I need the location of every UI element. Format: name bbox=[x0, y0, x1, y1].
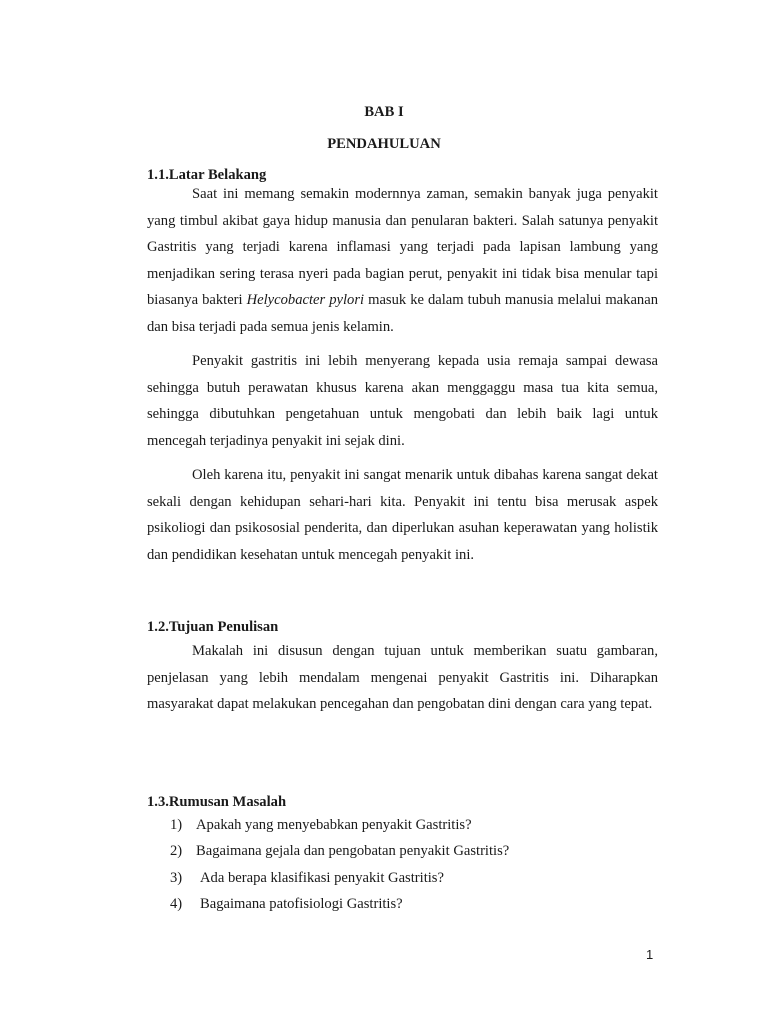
list-item bbox=[170, 865, 509, 891]
chapter-label: BAB I bbox=[364, 104, 404, 120]
list-item-number: 2) bbox=[170, 843, 183, 860]
paragraph-text: Oleh karena itu, penyakit ini sangat menarik untuk dibahas karena sangat dekat sekali dengan kehidupan sehari-hari kita. Penyakit ini tentu bisa merusak aspek psikoliogi dan psikososial penderita, dan diperlukan asuhan keperawatan yang holistik dan pendidikan kesehatan untuk mencegah penyakit ini. bbox=[147, 467, 658, 563]
section-heading-latar-belakang: 1.1.Latar Belakang bbox=[147, 167, 267, 183]
paragraph-text: Penyakit gastritis ini lebih menyerang kepada usia remaja sampai dewasa sehingga butuh perawatan khusus karena akan menggaggu masa tua kita semua, sehingga dibutuhkan pengetahuan untuk mengobati dan lebih baik lagi untuk mencegah terjadinya penyakit ini sejak dini. bbox=[147, 353, 658, 449]
section-heading-tujuan-penulisan: 1.2.Tujuan Penulisan bbox=[147, 619, 279, 635]
paragraph-tujuan-penulisan bbox=[147, 638, 658, 718]
paragraph-text: Saat ini memang semakin modernnya zaman, semakin banyak juga penyakit yang timbul akibat gaya hidup manusia dan penularan bakteri. Salah satunya penyakit Gastritis yang terjadi karena inflamasi yang terjadi pada lapisan lambung yang menjadikan sering terasa nyeri pada bagian perut, penyakit ini tidak bisa menular tapi biasanya bakteri bbox=[147, 186, 658, 309]
species-name: Helycobacter pylori bbox=[246, 292, 365, 309]
list-item-text: Bagaimana gejala dan pengobatan penyakit Gastritis? bbox=[196, 843, 510, 860]
rumusan-masalah-list bbox=[170, 812, 509, 917]
paragraph-text: masuk ke dalam tubuh manusia melalui makanan dan bisa terjadi pada semua jenis kelamin. bbox=[147, 292, 658, 335]
list-item-text: Ada berapa klasifikasi penyakit Gastritis? bbox=[200, 869, 444, 886]
list-item-number: 4) bbox=[170, 895, 183, 912]
page-number: 1 bbox=[646, 947, 654, 962]
list-item bbox=[170, 812, 509, 838]
paragraph-latar-belakang-1 bbox=[147, 181, 658, 341]
paragraph-latar-belakang-2 bbox=[147, 348, 658, 454]
list-item-text: Bagaimana patofisiologi Gastritis? bbox=[200, 895, 403, 912]
chapter-title: PENDAHULUAN bbox=[327, 136, 441, 152]
list-item-text: Apakah yang menyebabkan penyakit Gastritis? bbox=[196, 817, 472, 833]
paragraph-latar-belakang-3 bbox=[147, 462, 658, 568]
list-item bbox=[170, 838, 509, 864]
list-item bbox=[170, 891, 509, 917]
list-item-number: 3) bbox=[170, 869, 183, 886]
paragraph-text: Makalah ini disusun dengan tujuan untuk memberikan suatu gambaran, penjelasan yang lebih mendalam mengenai penyakit Gastritis ini. Diharapkan masyarakat dapat melakukan pencegahan dan pengobatan dini dengan cara yang tepat. bbox=[147, 643, 658, 713]
list-item-number: 1) bbox=[170, 817, 183, 833]
section-heading-rumusan-masalah: 1.3.Rumusan Masalah bbox=[147, 794, 287, 810]
